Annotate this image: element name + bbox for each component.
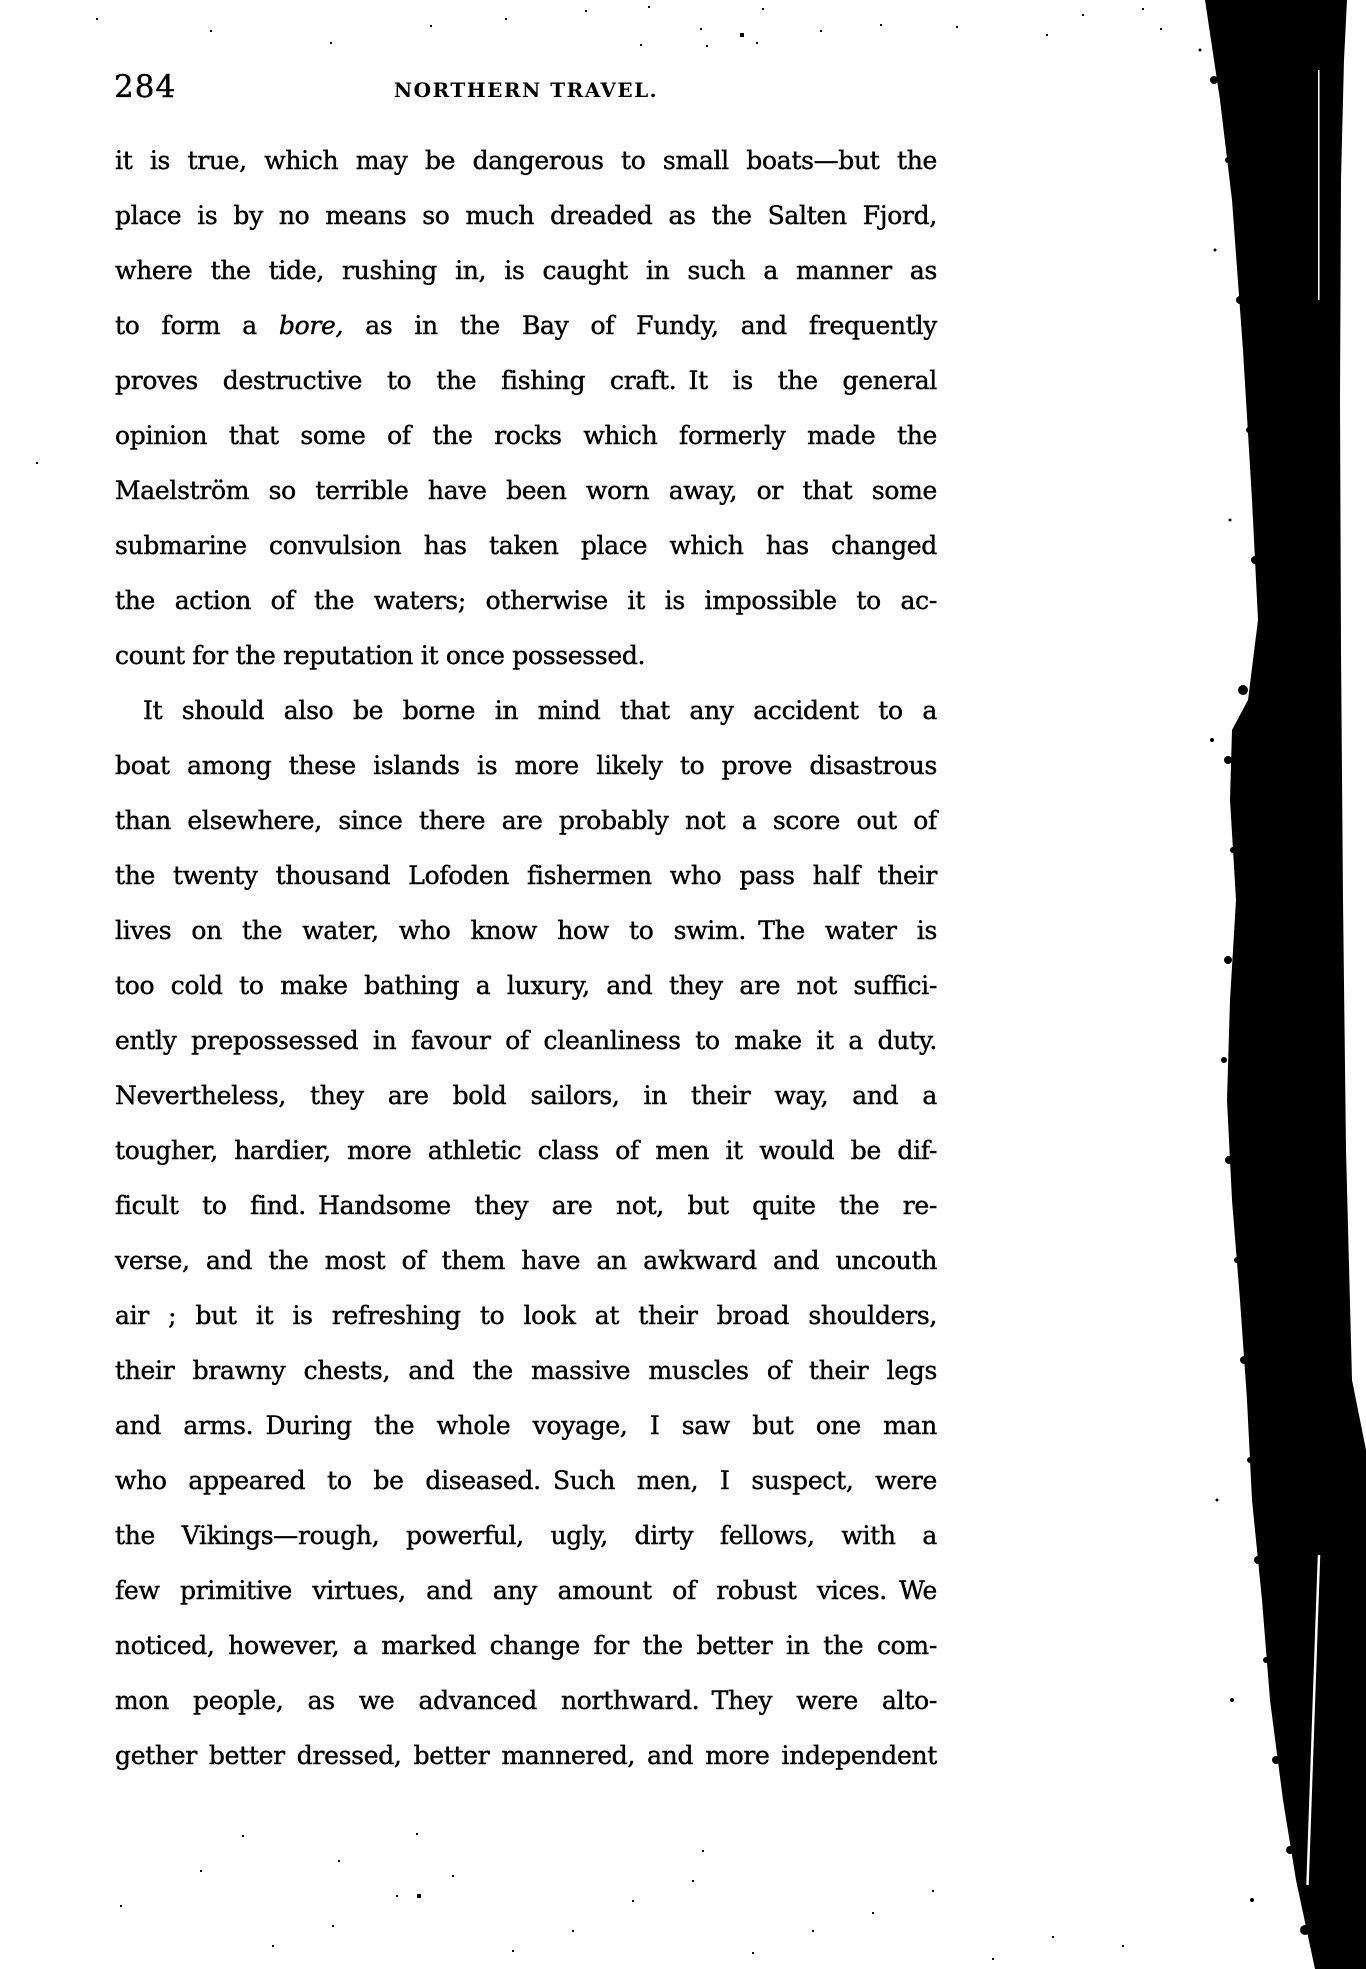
text-line-11: It should also be borne in mind that any accident to a	[143, 696, 937, 725]
text-line-19: tougher, hardier, more athletic class of men it would be dif-	[115, 1136, 937, 1165]
text-line-6: opinion that some of the rocks which formerly made the	[115, 421, 937, 450]
text-line-15: lives on the water, who know how to swim. The water is	[115, 916, 937, 945]
text-line-13: than elsewhere, since there are probably not a score out of	[115, 806, 937, 835]
text-line-17: ently prepossessed in favour of cleanliness to make it a duty.	[115, 1026, 937, 1055]
page-number: 284	[114, 69, 177, 105]
text-line-27: few primitive virtues, and any amount of robust vices. We	[115, 1576, 937, 1605]
text-line-3: where the tide, rushing in, is caught in such a manner as	[115, 256, 937, 285]
scan-speckle-noise	[0, 0, 2, 2]
text-line-14: the twenty thousand Lofoden fishermen who pass half their	[115, 861, 937, 890]
text-line-8: submarine convulsion has taken place which has changed	[115, 531, 937, 560]
page-text	[115, 133, 937, 1783]
text-line-21: verse, and the most of them have an awkward and uncouth	[115, 1246, 937, 1275]
text-line-2: place is by no means so much dreaded as the Salten Fjord,	[115, 201, 937, 230]
text-line-30: gether better dressed, better mannered, and more independent	[115, 1741, 937, 1770]
text-line-12: boat among these islands is more likely to prove disastrous	[115, 751, 937, 780]
text-line-23: their brawny chests, and the massive muscles of their legs	[115, 1356, 937, 1385]
text-line-7: Maelström so terrible have been worn away, or that some	[115, 476, 937, 505]
text-line-10: count for the reputation it once possessed.	[115, 641, 646, 670]
text-line-28: noticed, however, a marked change for the better in the com-	[115, 1631, 937, 1660]
text-line-18: Nevertheless, they are bold sailors, in their way, and a	[115, 1081, 937, 1110]
text-line-22: air ; but it is refreshing to look at their broad shoulders,	[115, 1301, 937, 1330]
text-line-25: who appeared to be diseased. Such men, I suspect, were	[115, 1466, 937, 1495]
text-line-24: and arms. During the whole voyage, I saw but one man	[115, 1411, 937, 1440]
text-line-9: the action of the waters; otherwise it is impossible to ac-	[115, 586, 937, 615]
text-line-26: the Vikings—rough, powerful, ugly, dirty fellows, with a	[115, 1521, 937, 1550]
running-title: NORTHERN TRAVEL.	[393, 78, 659, 102]
text-line-16: too cold to make bathing a luxury, and they are not suffici-	[115, 971, 937, 1000]
text-line-4: to form a bore, as in the Bay of Fundy, and frequently	[115, 311, 938, 340]
text-line-20: ficult to find. Handsome they are not, but quite the re-	[115, 1191, 937, 1220]
text-line-5: proves destructive to the fishing craft. It is the general	[115, 366, 937, 395]
text-line-1: it is true, which may be dangerous to small boats—but the	[115, 146, 937, 175]
text-line-29: mon people, as we advanced northward. They were alto-	[115, 1686, 937, 1715]
